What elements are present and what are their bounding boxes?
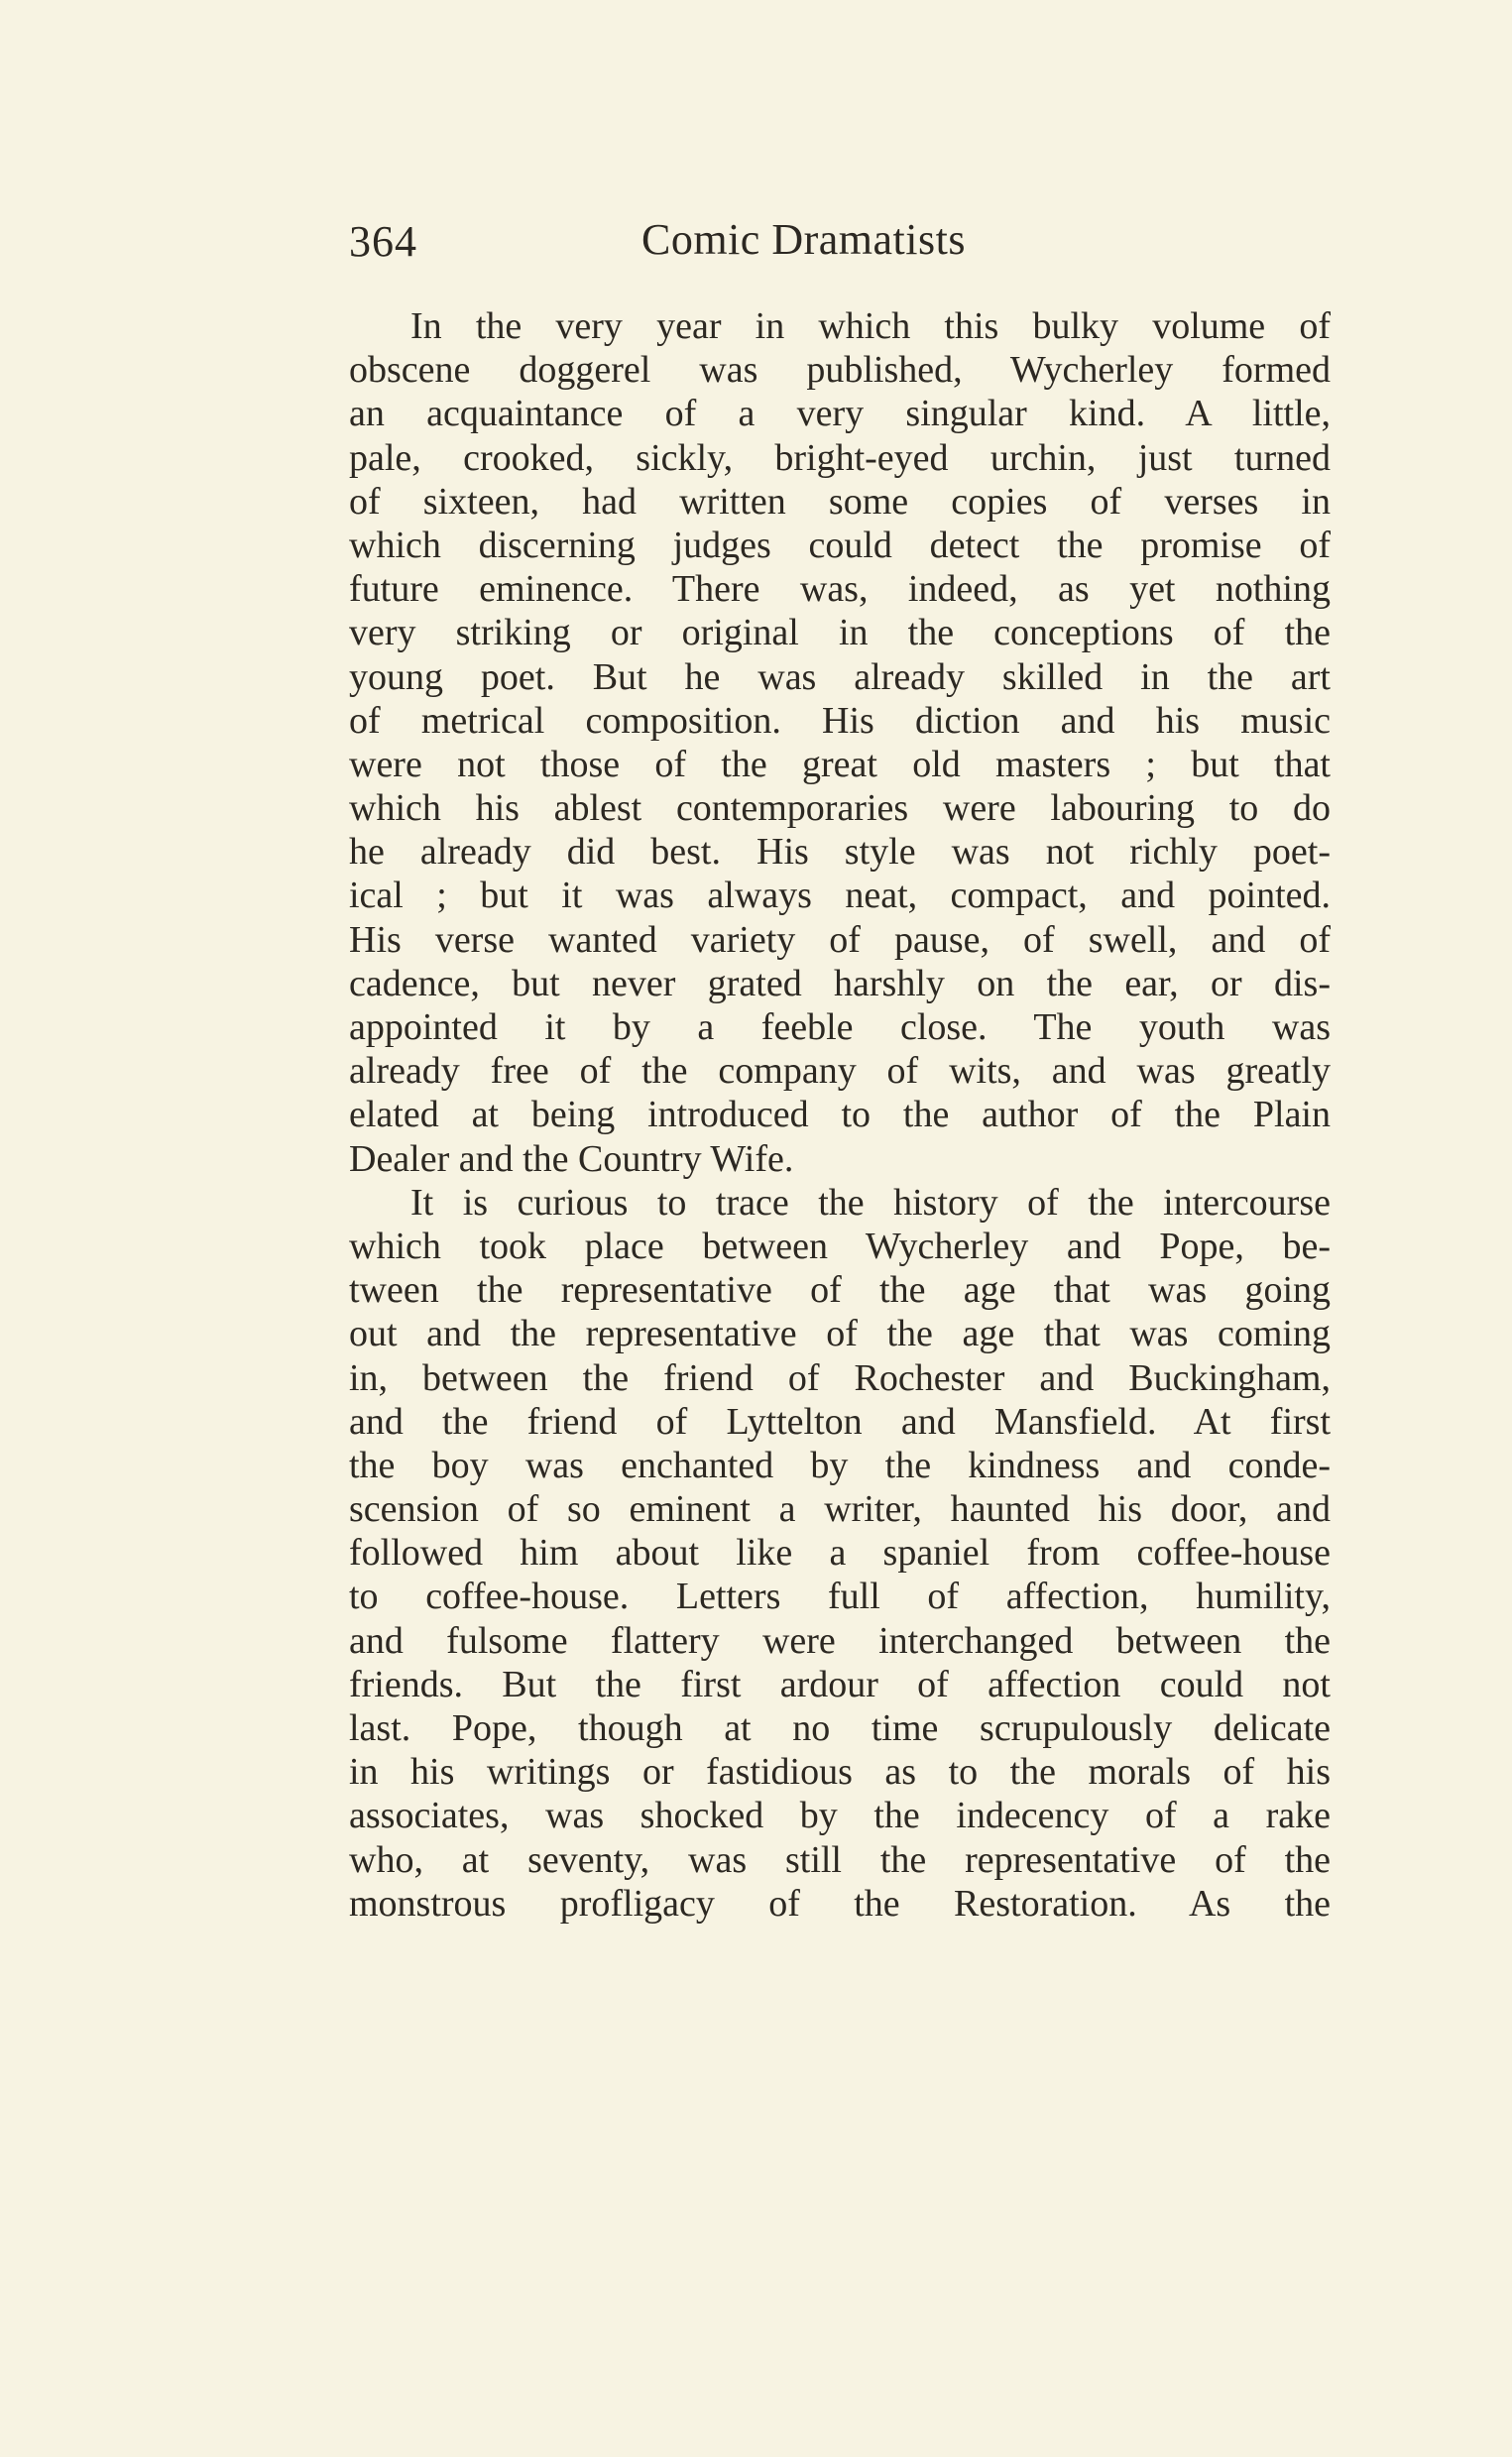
text-line: the boy was enchanted by the kindness and conde- bbox=[349, 1444, 1331, 1486]
text-line: already free of the company of wits, and was greatly bbox=[349, 1050, 1331, 1093]
text-line: he already did best. His style was not richly poet- bbox=[349, 831, 1331, 874]
text-line: in, between the friend of Rochester and Buckingham, bbox=[349, 1356, 1331, 1399]
text-line: of sixteen, had written some copies of verses in bbox=[349, 480, 1331, 523]
text-line: In the very year in which this bulky volume of bbox=[410, 305, 1331, 347]
text-line: out and the representative of the age that was coming bbox=[349, 1313, 1331, 1355]
text-line: Dealer and the Country Wife. bbox=[349, 1137, 794, 1180]
text-line: cadence, but never grated harshly on the ear, or dis- bbox=[349, 962, 1331, 1004]
text-line: very striking or original in the conceptions of the bbox=[349, 612, 1331, 654]
text-line: young poet. But he was already skilled in the art bbox=[349, 655, 1331, 698]
text-line: an acquaintance of a very singular kind. A little, bbox=[349, 393, 1331, 435]
text-line: which discerning judges could detect the promise of bbox=[349, 524, 1331, 566]
text-line: scension of so eminent a writer, haunted his door, and bbox=[349, 1488, 1331, 1531]
text-line: followed him about like a spaniel from coffee-house bbox=[349, 1532, 1331, 1575]
text-line: and fulsome flattery were interchanged between the bbox=[349, 1619, 1331, 1662]
text-line: elated at being introduced to the author of the Plain bbox=[349, 1094, 1331, 1136]
text-line: future eminence. There was, indeed, as yet nothing bbox=[349, 568, 1331, 611]
text-line: last. Pope, though at no time scrupulously delicate bbox=[349, 1707, 1331, 1749]
text-line: were not those of the great old masters ; but that bbox=[349, 743, 1331, 785]
page-number: 364 bbox=[349, 217, 417, 266]
text-line: which took place between Wycherley and Pope, be- bbox=[349, 1225, 1331, 1267]
text-line: who, at seventy, was still the representative of the bbox=[349, 1838, 1331, 1881]
text-line: in his writings or fastidious as to the morals of his bbox=[349, 1751, 1331, 1794]
text-line: appointed it by a feeble close. The youth was bbox=[349, 1006, 1331, 1048]
text-line: ical ; but it was always neat, compact, and pointed. bbox=[349, 875, 1331, 917]
running-head bbox=[349, 216, 1331, 276]
text-line: associates, was shocked by the indecency of a rake bbox=[349, 1795, 1331, 1837]
text-line: His verse wanted variety of pause, of swell, and of bbox=[349, 918, 1331, 961]
text-line: pale, crooked, sickly, bright-eyed urchin, just turned bbox=[349, 436, 1331, 479]
body-text bbox=[349, 304, 1331, 1926]
text-line: tween the representative of the age that was going bbox=[349, 1269, 1331, 1312]
running-title: Comic Dramatists bbox=[641, 215, 966, 264]
text-line: It is curious to trace the history of the intercourse bbox=[410, 1181, 1331, 1224]
text-line: monstrous profligacy of the Restoration. As the bbox=[349, 1882, 1331, 1925]
text-line: to coffee-house. Letters full of affection, humility, bbox=[349, 1576, 1331, 1618]
text-line: which his ablest contemporaries were labouring to do bbox=[349, 787, 1331, 830]
text-line: friends. But the first ardour of affection could not bbox=[349, 1663, 1331, 1705]
text-line: obscene doggerel was published, Wycherley formed bbox=[349, 349, 1331, 392]
text-line: of metrical composition. His diction and his music bbox=[349, 699, 1331, 742]
text-line: and the friend of Lyttelton and Mansfield. At first bbox=[349, 1400, 1331, 1443]
